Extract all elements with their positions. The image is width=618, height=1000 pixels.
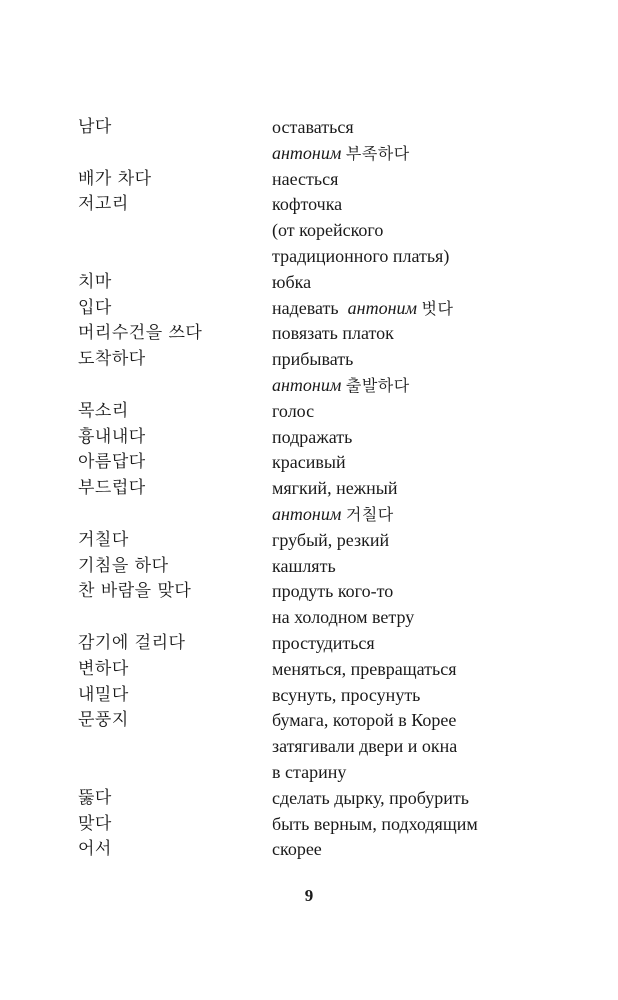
korean-word: 입다 xyxy=(78,297,112,318)
antonym-word: 거칠다 xyxy=(345,504,394,524)
russian-translation xyxy=(272,373,548,399)
vocab-entry xyxy=(78,141,548,167)
korean-word: 머리수건을 쓰다 xyxy=(78,323,203,344)
translation-text: повязать платок xyxy=(272,323,394,344)
vocab-entry xyxy=(78,837,548,863)
korean-word: 감기에 걸리다 xyxy=(78,632,186,653)
russian-translation xyxy=(272,760,548,786)
antonym-label: антоним xyxy=(347,297,417,318)
russian-translation xyxy=(272,115,548,141)
vocab-entry xyxy=(78,528,548,554)
translation-text: на холодном ветру xyxy=(272,607,415,628)
translation-text: кашлять xyxy=(272,555,336,576)
korean-word: 부드럽다 xyxy=(78,478,146,499)
translation-text: простудиться xyxy=(272,632,375,653)
vocab-entry xyxy=(78,373,548,399)
translation-text: сделать дырку, пробурить xyxy=(272,787,469,808)
russian-translation xyxy=(272,812,548,838)
korean-word: 문풍지 xyxy=(78,710,129,731)
russian-translation xyxy=(272,528,548,554)
vocab-entry xyxy=(78,605,548,631)
antonym-label: антоним xyxy=(272,503,342,524)
vocab-entry xyxy=(78,244,548,270)
vocab-entry xyxy=(78,812,548,838)
korean-word: 어서 xyxy=(78,839,112,860)
russian-translation xyxy=(272,786,548,812)
vocab-entry xyxy=(78,115,548,141)
korean-word: 흉내내다 xyxy=(78,426,146,447)
russian-translation xyxy=(272,321,548,347)
russian-translation xyxy=(272,554,548,580)
korean-word: 치마 xyxy=(78,271,112,292)
russian-translation xyxy=(272,425,548,451)
translation-text: голос xyxy=(272,400,315,421)
vocab-entry xyxy=(78,579,548,605)
vocab-entry xyxy=(78,476,548,502)
vocab-entry xyxy=(78,192,548,218)
translation-text: кофточка xyxy=(272,194,343,215)
translation-text: юбка xyxy=(272,271,312,292)
korean-word: 찬 바람을 맞다 xyxy=(78,581,192,602)
vocab-entry xyxy=(78,502,548,528)
translation-text: меняться, превращаться xyxy=(272,658,457,679)
translation-text: наесться xyxy=(272,168,339,189)
vocab-entry xyxy=(78,296,548,322)
antonym-label: антоним xyxy=(272,374,342,395)
russian-translation xyxy=(272,502,548,528)
translation-text: оставаться xyxy=(272,117,354,137)
translation-text: надевать xyxy=(272,297,339,318)
vocab-entry xyxy=(78,399,548,425)
translation-text: (от корейского xyxy=(272,220,384,241)
korean-word: 저고리 xyxy=(78,194,129,215)
translation-text: традиционного платья) xyxy=(272,245,450,266)
korean-word: 목소리 xyxy=(78,400,129,421)
translation-text: скорее xyxy=(272,839,322,860)
translation-text: всунуть, просунуть xyxy=(272,684,421,705)
translation-text: бумага, которой в Корее xyxy=(272,710,457,731)
vocabulary-list xyxy=(78,115,548,863)
korean-word: 도착하다 xyxy=(78,349,146,370)
korean-word: 남다 xyxy=(78,117,112,137)
translation-text: красивый xyxy=(272,452,346,473)
translation-text: продуть кого-то xyxy=(272,581,394,602)
russian-translation xyxy=(272,476,548,502)
vocab-entry xyxy=(78,760,548,786)
russian-translation xyxy=(272,296,548,322)
russian-translation xyxy=(272,708,548,734)
translation-text: быть верным, подходящим xyxy=(272,813,478,834)
vocab-entry xyxy=(78,321,548,347)
vocab-entry xyxy=(78,425,548,451)
russian-translation xyxy=(272,605,548,631)
vocab-entry xyxy=(78,270,548,296)
korean-word: 맞다 xyxy=(78,813,112,834)
vocab-entry xyxy=(78,631,548,657)
vocab-entry xyxy=(78,167,548,193)
antonym-label: антоним xyxy=(272,142,342,163)
translation-text: подражать xyxy=(272,426,353,447)
vocab-entry xyxy=(78,734,548,760)
vocab-entry xyxy=(78,786,548,812)
page-number: 9 xyxy=(304,886,314,905)
translation-text: в старину xyxy=(272,761,347,782)
korean-word: 뚫다 xyxy=(78,787,112,808)
antonym-word: 부족하다 xyxy=(345,143,410,163)
vocab-entry xyxy=(78,554,548,580)
vocab-entry xyxy=(78,708,548,734)
russian-translation xyxy=(272,579,548,605)
korean-word: 기침을 하다 xyxy=(78,555,169,576)
russian-translation xyxy=(272,837,548,863)
russian-translation xyxy=(272,450,548,476)
translation-text: мягкий, нежный xyxy=(272,478,398,499)
russian-translation xyxy=(272,347,548,373)
vocab-entry xyxy=(78,218,548,244)
korean-word: 변하다 xyxy=(78,658,129,679)
antonym-word: 벗다 xyxy=(421,298,454,318)
vocab-entry xyxy=(78,450,548,476)
russian-translation xyxy=(272,141,548,167)
translation-text: затягивали двери и окна xyxy=(272,736,458,757)
russian-translation xyxy=(272,657,548,683)
russian-translation xyxy=(272,399,548,425)
korean-word: 내밀다 xyxy=(78,684,129,705)
vocab-entry xyxy=(78,347,548,373)
vocab-entry xyxy=(78,657,548,683)
korean-word: 아름답다 xyxy=(78,452,146,473)
korean-word: 거칠다 xyxy=(78,529,129,550)
russian-translation xyxy=(272,631,548,657)
russian-translation xyxy=(272,270,548,296)
vocab-entry xyxy=(78,683,548,709)
translation-text: грубый, резкий xyxy=(272,529,390,550)
korean-word: 배가 차다 xyxy=(78,168,152,189)
russian-translation xyxy=(272,683,548,709)
russian-translation xyxy=(272,167,548,193)
russian-translation xyxy=(272,218,548,244)
translation-text: прибывать xyxy=(272,349,354,370)
russian-translation xyxy=(272,244,548,270)
russian-translation xyxy=(272,192,548,218)
antonym-word: 출발하다 xyxy=(345,375,410,395)
russian-translation xyxy=(272,734,548,760)
